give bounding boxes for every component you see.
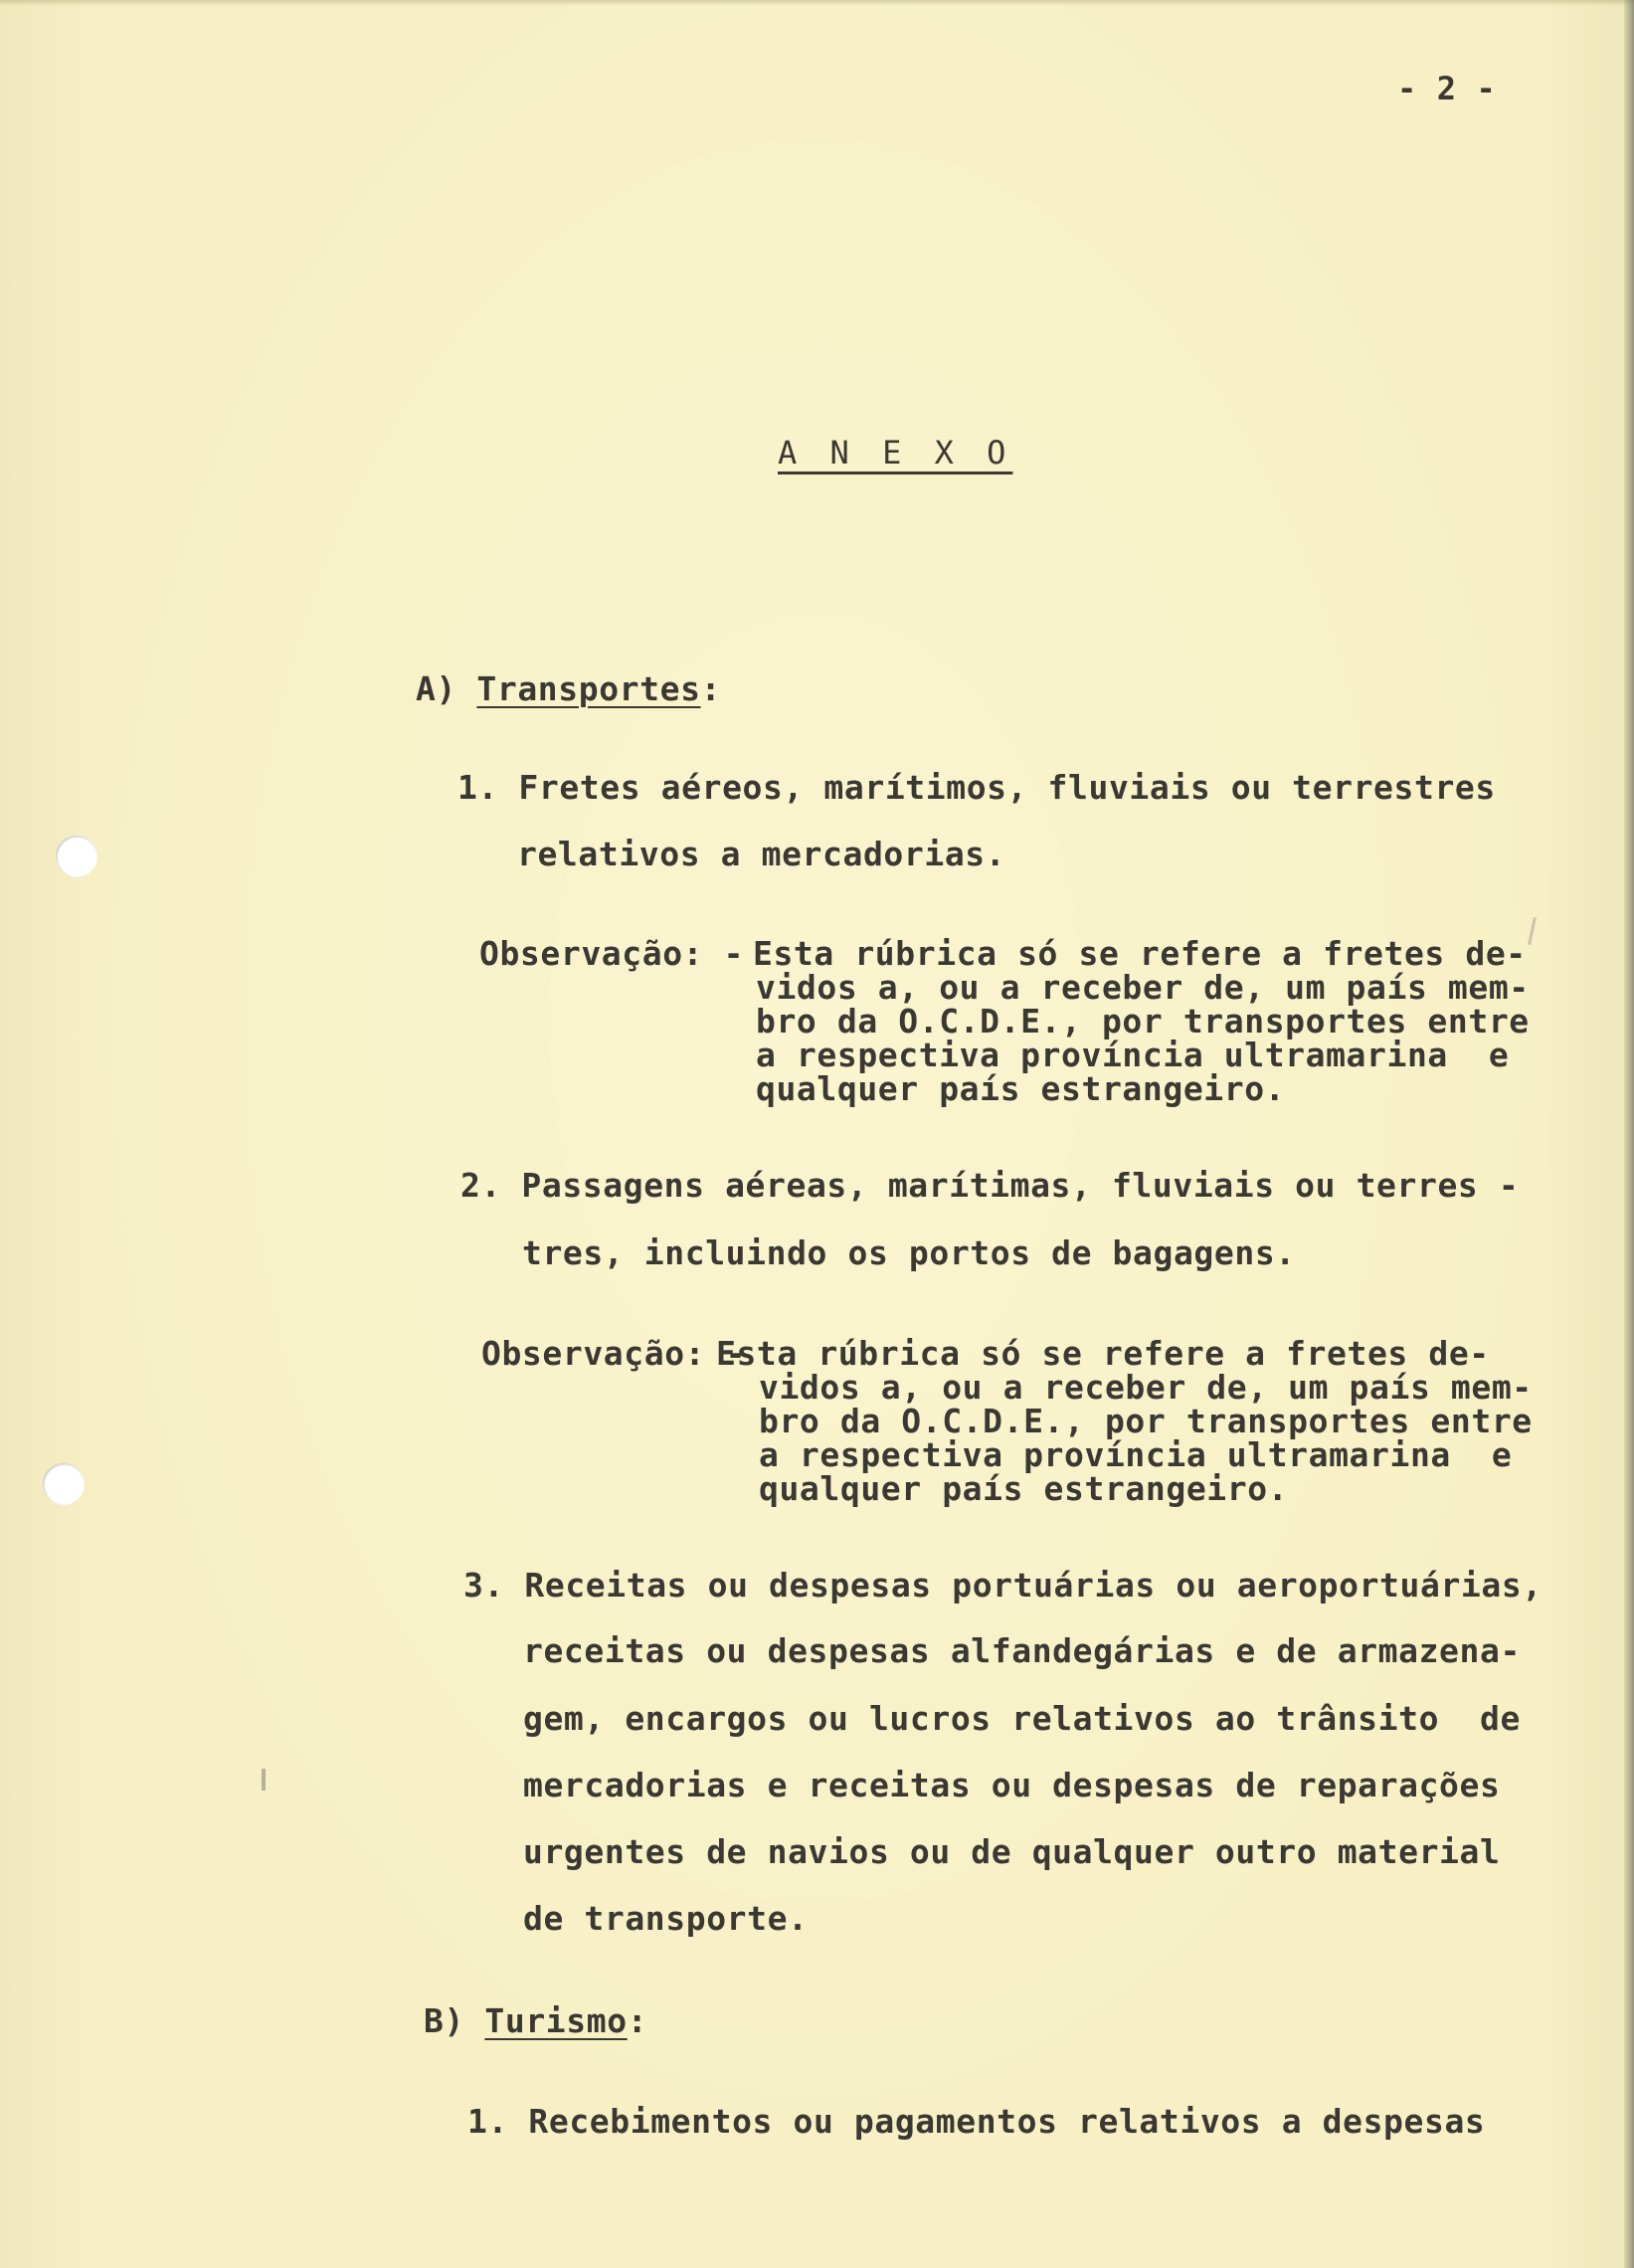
observation-2-line-1: Esta rúbrica só se refere a fretes de-	[716, 1334, 1490, 1373]
item-a3-line-4: mercadorias e receitas ou despesas de reparações	[523, 1766, 1501, 1804]
section-a-letter: A)	[416, 669, 456, 708]
observation-1-line-4: a respectiva província ultramarina e	[756, 1036, 1510, 1074]
observation-2-label: Observação: -	[481, 1334, 747, 1373]
observation-1-line-5: qualquer país estrangeiro.	[756, 1069, 1286, 1108]
observation-1-label: Observação: -	[479, 934, 745, 973]
punch-hole-lower	[43, 1463, 85, 1505]
stray-pencil-mark	[1528, 917, 1537, 945]
paper-right-edge	[1624, 0, 1634, 2268]
section-b-heading	[424, 2002, 647, 2040]
item-a3-line-6: de transporte.	[523, 1899, 809, 1938]
item-b1-line-1: 1. Recebimentos ou pagamentos relativos a despesas	[467, 2102, 1486, 2141]
item-a3-line-3: gem, encargos ou lucros relativos ao trânsito de	[523, 1699, 1521, 1738]
page-title: A N E X O	[778, 434, 1013, 472]
section-b-colon: :	[627, 2001, 648, 2040]
section-a-heading	[416, 670, 721, 708]
item-a3-line-2: receitas ou despesas alfandegárias e de armazena-	[523, 1631, 1521, 1670]
observation-1-line-2: vidos a, ou a receber de, um país mem-	[756, 968, 1530, 1007]
observation-1-line-3: bro da O.C.D.E., por transportes entre	[756, 1002, 1530, 1040]
margin-mark	[262, 1769, 266, 1791]
section-b-letter: B)	[424, 2001, 464, 2040]
page-number: - 2 -	[1397, 70, 1497, 107]
item-a1-line-1: 1. Fretes aéreos, marítimos, fluviais ou terrestres	[457, 768, 1496, 807]
observation-2-line-3: bro da O.C.D.E., por transportes entre	[759, 1402, 1533, 1440]
item-a3-line-1: 3. Receitas ou despesas portuárias ou aeroportuárias,	[463, 1566, 1543, 1605]
punch-hole-upper	[56, 836, 97, 877]
observation-2-line-4: a respectiva província ultramarina e	[759, 1435, 1513, 1474]
item-a1-line-2: relativos a mercadorias.	[517, 835, 1006, 873]
paper-top-edge	[0, 0, 1634, 6]
item-a2-line-1: 2. Passagens aéreas, marítimas, fluviais ou terres -	[460, 1166, 1520, 1205]
section-b-title: Turismo	[484, 2001, 628, 2040]
section-a-colon: :	[700, 669, 722, 708]
paper-smudge	[62, 88, 121, 157]
item-a3-line-5: urgentes de navios ou de qualquer outro material	[523, 1832, 1501, 1871]
item-a2-line-2: tres, incluindo os portos de bagagens.	[522, 1233, 1296, 1272]
section-a-title: Transportes	[476, 669, 701, 708]
observation-1-line-1: Esta rúbrica só se refere a fretes de-	[753, 934, 1527, 973]
observation-2-line-5: qualquer país estrangeiro.	[759, 1469, 1289, 1508]
observation-2-line-2: vidos a, ou a receber de, um país mem-	[759, 1368, 1533, 1407]
